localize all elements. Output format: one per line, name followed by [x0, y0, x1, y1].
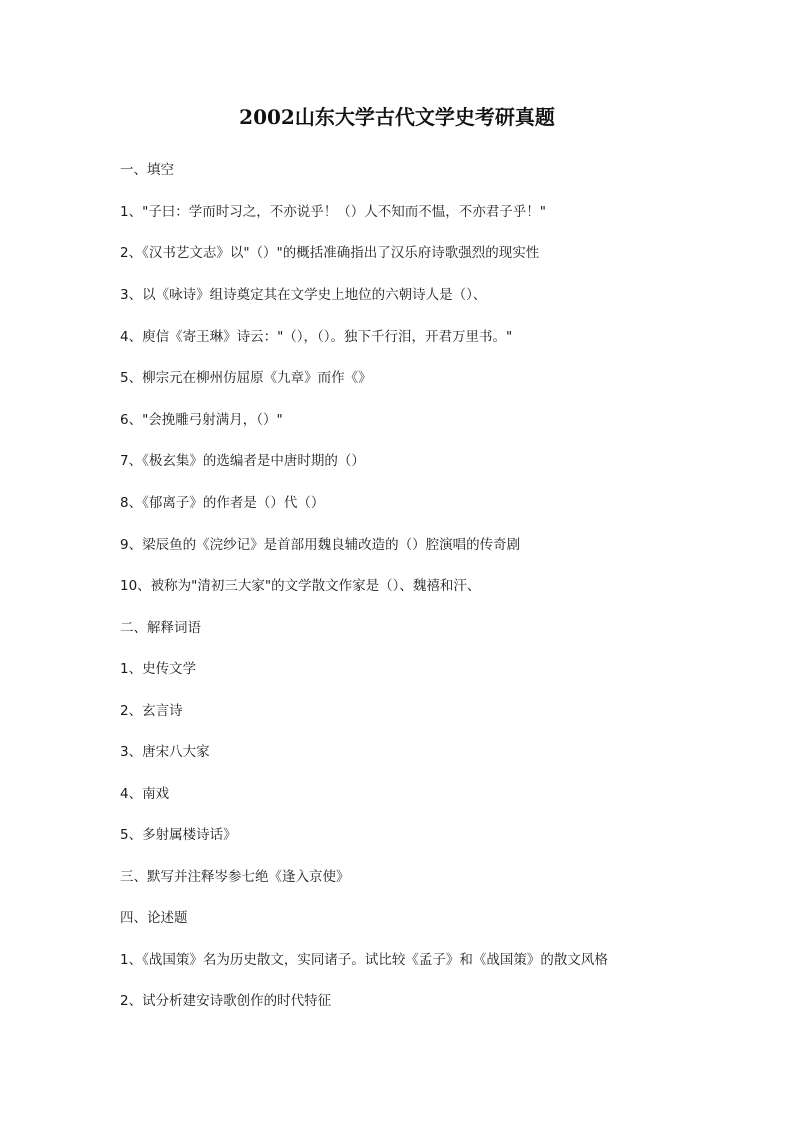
- question-line: 1、史传文学: [120, 661, 197, 677]
- question-line: 8、《郁离子》的作者是（）代（）: [120, 495, 325, 511]
- question-line: 10、被称为"清初三大家"的文学散文作家是（）、魏禧和汗、: [120, 578, 481, 594]
- question-line: 7、《极玄集》的选编者是中唐时期的（）: [120, 453, 365, 469]
- question-line: 1、《战国策》名为历史散文，实同诸子。试比较《孟子》和《战国策》的散文风格: [120, 952, 608, 968]
- question-line: 5、多射属楼诗话》: [120, 827, 237, 843]
- section-heading-essay: 四、论述题: [120, 910, 188, 926]
- question-line: 4、庾信《寄王琳》诗云："（），（）。独下千行泪，开君万里书。": [120, 329, 513, 345]
- question-line: 2、玄言诗: [120, 703, 183, 719]
- section-heading-fill-blank: 一、填空: [120, 162, 174, 178]
- question-line: 1、"子曰：学而时习之，不亦说乎！（）人不知而不愠，不亦君子乎！": [120, 204, 547, 220]
- section-heading-recitation: 三、默写并注释岑参七绝《逢入京使》: [120, 869, 350, 885]
- question-line: 3、以《咏诗》组诗奠定其在文学史上地位的六朝诗人是（）、: [120, 287, 487, 303]
- document-title: 2002山东大学古代文学史考研真题: [239, 105, 555, 129]
- question-line: 2、《汉书艺文志》以"（）"的概括准确指出了汉乐府诗歌强烈的现实性: [120, 245, 540, 261]
- section-heading-terms: 二、解释词语: [120, 620, 201, 636]
- question-line: 9、梁辰鱼的《浣纱记》是首部用魏良辅改造的（）腔演唱的传奇剧: [120, 537, 521, 553]
- question-line: 3、唐宋八大家: [120, 744, 210, 760]
- question-line: 2、试分析建安诗歌创作的时代特征: [120, 993, 332, 1009]
- question-line: 4、南戏: [120, 786, 170, 802]
- question-line: 5、柳宗元在柳州仿屈原《九章》而作《》: [120, 370, 372, 386]
- question-line: 6、"会挽雕弓射满月，（）": [120, 412, 283, 428]
